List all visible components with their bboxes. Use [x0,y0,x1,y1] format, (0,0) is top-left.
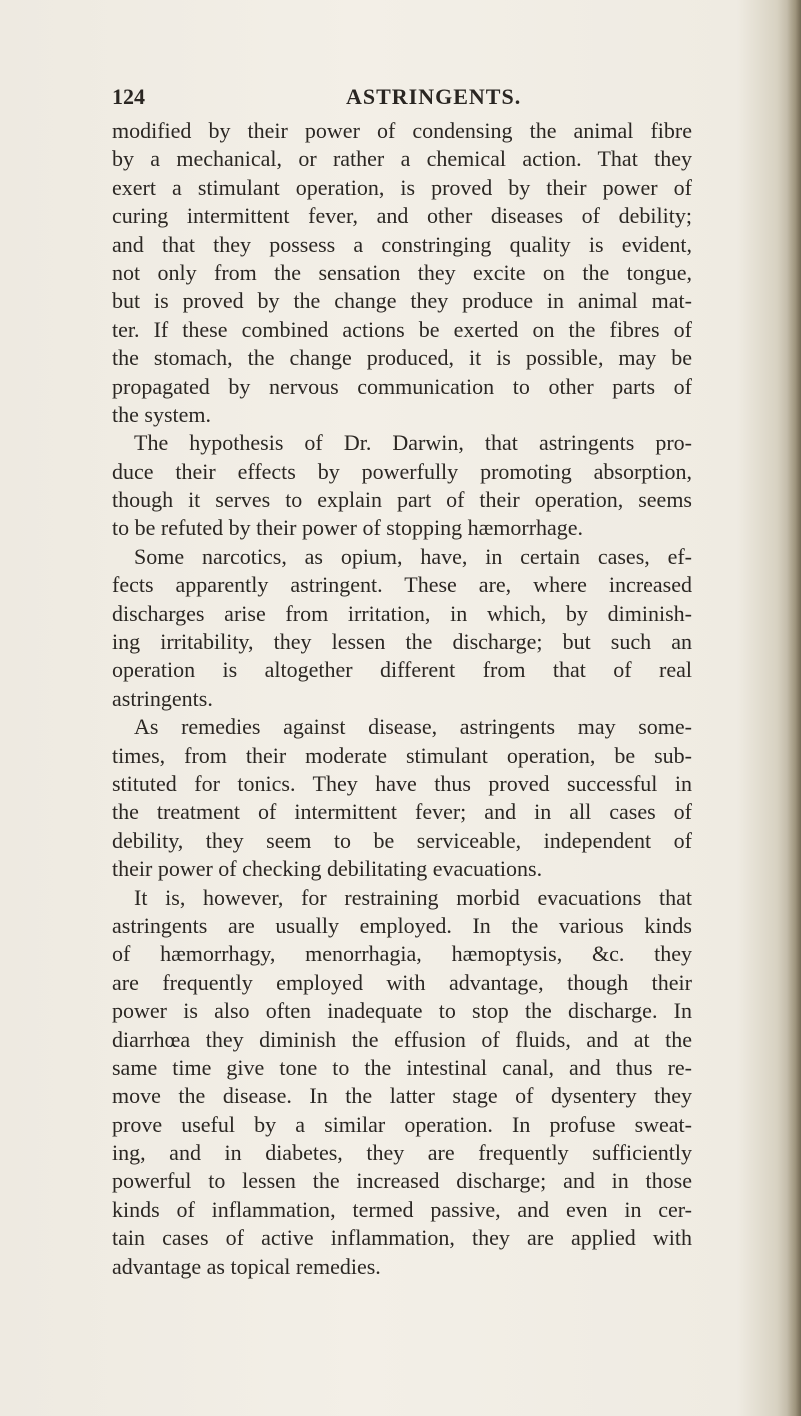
text-line: the treatment of intermittent fever; and in all cases of [112,799,692,825]
text-line: times, from their moderate stimulant operation, be sub- [112,742,692,768]
text-line: and that they possess a constringing quality is evident, [112,231,692,257]
text-line: The hypothesis of Dr. Darwin, that astringents pro- [134,430,692,456]
text-line: but is proved by the change they produce in animal mat- [112,288,692,314]
text-line: astringents are usually employed. In the various kinds [112,912,692,938]
text-line: curing intermittent fever, and other diseases of debility; [112,203,692,229]
text-line: though it serves to explain part of their operation, seems [112,487,692,513]
text-line: of hæmorrhagy, menorrhagia, hæmoptysis, &c. they [112,941,692,967]
text-line: Some narcotics, as opium, have, in certain cases, ef- [134,543,692,569]
text-line: move the disease. In the latter stage of dysentery they [112,1083,692,1109]
text-line: by a mechanical, or rather a chemical action. That they [112,146,692,172]
page-header [112,84,692,116]
body-text [112,117,692,1281]
text-line: fects apparently astringent. These are, where increased [112,572,692,598]
text-line: astringents. [112,685,213,711]
text-line: operation is altogether different from that of real [112,657,692,683]
text-line: kinds of inflammation, termed passive, and even in cer- [112,1196,692,1222]
text-line: tain cases of active inflammation, they are applied with [112,1225,692,1251]
text-line: stituted for tonics. They have thus proved successful in [112,770,692,796]
text-line: same time give tone to the intestinal canal, and thus re- [112,1054,692,1080]
text-line: propagated by nervous communication to other parts of [112,373,692,399]
text-line: powerful to lessen the increased discharge; and in those [112,1168,692,1194]
text-line: exert a stimulant operation, is proved by their power of [112,174,692,200]
text-line: their power of checking debilitating evacuations. [112,856,543,882]
text-line: ter. If these combined actions be exerted on the fibres of [112,316,692,342]
text-line: modified by their power of condensing the animal fibre [112,118,692,143]
text-line: It is, however, for restraining morbid evacuations that [134,884,692,910]
text-line: the stomach, the change produced, it is possible, may be [112,345,692,371]
text-line: discharges arise from irritation, in which, by diminish- [112,600,692,626]
text-line: duce their effects by powerfully promoting absorption, [112,458,692,484]
text-line: debility, they seem to be serviceable, independent of [112,827,692,853]
text-line: ing, and in diabetes, they are frequently sufficiently [112,1140,692,1166]
text-line: power is also often inadequate to stop the discharge. In [112,998,692,1024]
page-edge-shadow [787,0,801,1416]
text-line: diarrhœa they diminish the effusion of fluids, and at the [112,1026,692,1052]
text-line: to be refuted by their power of stopping hæmorrhage. [112,515,584,541]
text-line: not only from the sensation they excite on the tongue, [112,259,692,285]
running-head: ASTRINGENTS. [346,84,522,109]
text-line: ing irritability, they lessen the discharge; but such an [112,629,692,655]
page-number: 124 [112,84,145,109]
text-line: the system. [112,401,211,427]
text-line: As remedies against disease, astringents may some- [134,714,692,740]
text-line: prove useful by a similar operation. In profuse sweat- [112,1111,692,1137]
text-line: advantage as topical remedies. [112,1253,381,1279]
text-line: are frequently employed with advantage, though their [112,969,692,995]
